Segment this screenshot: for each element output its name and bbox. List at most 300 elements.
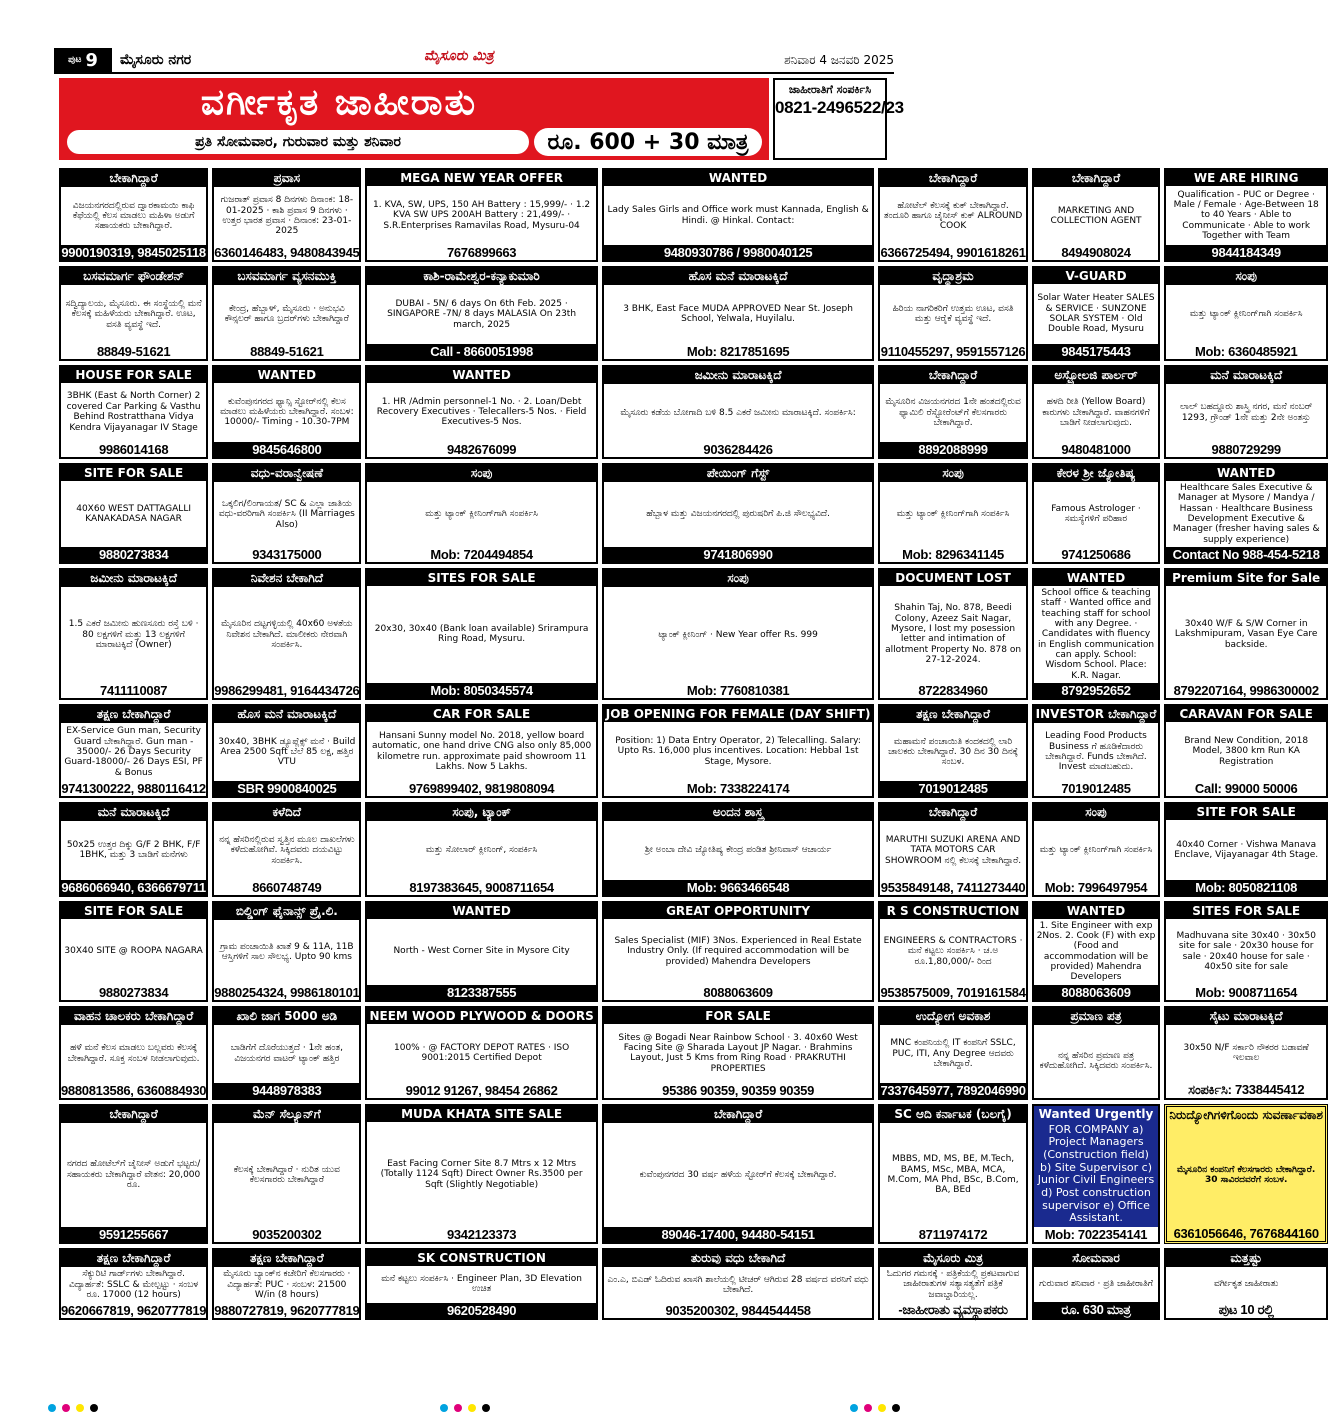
ad-body: ಮತ್ತು ಸೋಲಾರ್ ಕ್ಲೀನಿಂಗ್, ಸಂಪರ್ಕಿಸಿ (425, 845, 538, 856)
top-bar (54, 48, 894, 74)
classified-ad (212, 1006, 361, 1100)
ad-phone: 9986014168 (98, 441, 169, 457)
ad-body: ವಿಜಯನಗರದಲ್ಲಿರುವ ದ್ವಾರಕಾಮಯಿ ಕಾಫಿ ಕೆಫೆಯಲ್ಲಿ ಕೆಲಸ ಮಾಡಲು ಮಹಿಳಾ ಅಡುಗೆ ಸಹಾಯಕರು ಬೇಕಾಗಿದ್ದಾರೆ. (72, 200, 195, 232)
ad-body: Position: 1) Data Entry Operator, 2) Telecalling. Salary: Upto Rs. 16,000 plus incentives. Location: Hebbal 1st Stage, Mysore. (615, 736, 861, 767)
ad-heading: ವಧು-ವರಾನ್ವೇಷಣೆ (214, 465, 359, 482)
ad-phone: Mob: 7338224174 (686, 781, 790, 797)
ad-body: Brand New Condition, 2018 Model, 3800 km Run KA Registration (1184, 736, 1309, 767)
ad-phone: 8792952652 (1034, 683, 1159, 698)
ad-body: MNC ಕಂಪನಿಯಲ್ಲಿ IT ಕಂಪನಿಗೆ SSLC, PUC, ITI, Any Degree ಆದವರು ಬೇಕಾಗಿದ್ದಾರೆ. (890, 1038, 1016, 1069)
classified-ad (602, 168, 875, 262)
ad-heading: ಸಂಪು (367, 465, 595, 482)
ad-phone: ಸಂಪರ್ಕಿಸಿ: 7338445412 (1188, 1081, 1305, 1097)
ad-phone: 9538575009, 7019161584 (880, 984, 1026, 1000)
classified-ad (878, 365, 1027, 459)
classified-ad (602, 463, 875, 564)
ad-heading: WE ARE HIRING (1166, 170, 1326, 186)
print-registration-marks-center (440, 1404, 490, 1412)
ad-heading: ಬೇಕಾಗಿದ್ದಾರೆ (61, 1106, 206, 1123)
classified-ad (1164, 463, 1328, 564)
ad-heading: ಮೆನ್ ಸೆಲ್ಯೂನ್‌ಗೆ (214, 1106, 359, 1123)
ad-phone: 88849-51621 (96, 343, 171, 359)
ad-heading: ಸೈಟು ಮಾರಾಟಕ್ಕಿದೆ (1166, 1008, 1326, 1025)
ad-body: ನನ್ನ ಹೆಸರಿನಲ್ಲಿರುವ ಸ್ವತ್ತಿನ ಮೂಲ ದಾಖಲೆಗಳು ಕಳೆದುಹೋಗಿವೆ. ಸಿಕ್ಕಿದವರು ದಯವಿಟ್ಟು ಸಂಪರ್ಕಿಸಿ. (219, 834, 355, 866)
ad-body: ಮತ್ತು ಟ್ಯಾಂಕ್ ಕ್ಲೀನಿಂಗ್‌ಗಾಗಿ ಸಂಪರ್ಕಿಸಿ (1189, 309, 1303, 320)
classified-ad (602, 365, 875, 459)
classified-ad (1032, 704, 1161, 798)
ad-heading: SITE FOR SALE (61, 465, 206, 481)
ad-heading: WANTED (1166, 465, 1326, 481)
classified-ad (878, 568, 1027, 700)
ad-heading: ಬೇಕಾಗಿದ್ದಾರೆ (1034, 170, 1159, 187)
ad-phone: 8123387555 (367, 985, 595, 1000)
print-registration-marks-left (48, 1404, 98, 1412)
classified-ad (59, 168, 208, 262)
ad-heading: ನಿರುದ್ಯೋಗಿಗಳಿಗೊಂದು ಸುವರ್ಣಾವಕಾಶ (1169, 1107, 1323, 1122)
classified-ad (878, 168, 1027, 262)
ad-heading: WANTED (604, 170, 873, 186)
ad-heading: SITE FOR SALE (1166, 804, 1326, 820)
classified-ad (365, 901, 597, 1002)
ad-heading: ಬೇಕಾಗಿದ್ದಾರೆ (880, 367, 1025, 384)
ad-phone: Mob: 7760810381 (686, 682, 790, 698)
ad-phone: 9110455297, 9591557126 (880, 343, 1026, 359)
issue-date: ಶನಿವಾರ 4 ಜನವರಿ 2025 (784, 52, 894, 67)
classifieds-banner (59, 78, 904, 160)
ad-phone: 6366725494, 9901618261 (880, 245, 1026, 261)
classified-ad (1032, 266, 1161, 360)
ad-heading: FOR SALE (604, 1008, 873, 1024)
classified-ad (602, 704, 875, 798)
ad-body: Leading Food Products Business ಗೆ ಹೂಡಿಕೆದಾರರು ಬೇಕಾಗಿದ್ದಾರೆ. Funds ಬೇಕಾಗಿದೆ. Invest ಮಾಡಬಹುದು. (1045, 731, 1147, 773)
ad-heading: ಪ್ರಮಾಣ ಪತ್ರ (1034, 1008, 1159, 1025)
ad-body: Famous Astrologer · ಸಮಸ್ಯೆಗಳಿಗೆ ಪರಿಹಾರ (1051, 504, 1141, 525)
ad-phone: Mob: 8050345574 (367, 683, 595, 698)
ad-heading: SITE FOR SALE (61, 903, 206, 919)
ad-body: 40x40 Corner · Vishwa Manava Enclave, Vijayanagar 4th Stage. (1174, 839, 1319, 860)
ad-phone: 9448978383 (214, 1083, 359, 1098)
classified-ad (1032, 1104, 1161, 1244)
ad-body: 30x40, 3BHK ಡ್ಯೂಪ್ಲೆಕ್ಸ್ ಮನೆ · Build Area 2500 Sqft ಬೆಲೆ 85 ಲಕ್ಷ, ಹತ್ತಿರ VTU (218, 736, 356, 768)
ad-heading: ನಿವೇಶನ ಬೇಕಾಗಿದೆ (214, 570, 359, 587)
ad-phone: 9480481000 (1061, 441, 1131, 457)
ad-body: 20x30, 30x40 (Bank loan available) Srirampura Ring Road, Mysuru. (374, 624, 589, 645)
ad-phone: Mob: 7022354141 (1034, 1227, 1159, 1242)
classified-ad (59, 365, 208, 459)
ad-heading: ಸಂಪು, ಟ್ಯಾಂಕ್ (367, 804, 595, 821)
ad-body: School office & teaching staff · Wanted office and teaching staff for school with any Degree. · Candidates with fluency in English communication can apply. School: Wisdom School. Place: K.R. Nagar. (1038, 587, 1155, 681)
ad-phone: 99012 91267, 98454 26862 (405, 1082, 558, 1098)
classified-ad (1164, 266, 1328, 360)
ad-body: ಹೋಟೆಲ್ ಕೆಲಸಕ್ಕೆ ಕುಕ್ ಬೇಕಾಗಿದ್ದಾರೆ. ತಂದೂರಿ ಹಾಗೂ ಚೈನೀಸ್ ಕುಕ್ ALROUND COOK (883, 200, 1023, 232)
ad-body: ನನ್ನ ಹೆಸರಿನ ಪ್ರಮಾಣ ಪತ್ರ ಕಳೆದುಹೋಗಿದೆ. ಸಿಕ್ಕಿದವರು ಸಂಪರ್ಕಿಸಿ. (1039, 1050, 1153, 1072)
ad-body: ಹೆಬ್ಬಾಳ ಮತ್ತು ವಿಜಯನಗರದಲ್ಲಿ ಪುರುಷರಿಗೆ ಪಿ.ಜಿ ಸೌಲಭ್ಯವಿದೆ. (646, 509, 830, 520)
classified-ad (365, 168, 597, 262)
ad-body: 30x50 N/F ಸರ್ಕಾರಿ ನೌಕರರ ಬಡಾವಣೆ ಇಲವಾಲ (1183, 1042, 1309, 1064)
ad-phone: 9535849148, 7411273440 (880, 879, 1026, 895)
ad-body: ENGINEERS & CONTRACTORS · ಮನೆ ಕಟ್ಟಲು ಸಂಪರ್ಕಿಸಿ · ಚ.ಅ ರೂ.1,80,000/- ರಿಂದ (883, 936, 1023, 967)
ad-body: ಶ್ರೀ ಅಂಬಾ ದೇವಿ ಜ್ಯೋತಿಷ್ಯ ಕೇಂದ್ರ ಪಂಡಿತ ಶ್ರೀನಿವಾಸ್ ಆಚಾರ್ಯ (644, 845, 832, 856)
classified-ad (59, 802, 208, 896)
classified-ad (365, 1006, 597, 1100)
ad-heading: ಸಂಪು (604, 570, 873, 587)
ad-body: ಬಾಡಿಗೆಗೆ ದೊರೆಯುತ್ತದೆ · 1ನೇ ಹಂತ, ವಿಜಯನಗರ ವಾಟರ್ ಟ್ಯಾಂಕ್ ಹತ್ತಿರ (230, 1043, 343, 1064)
ad-heading: ವಾಹನ ಚಾಲಕರು ಬೇಕಾಗಿದ್ದಾರೆ (61, 1008, 206, 1025)
classified-ad (212, 168, 361, 262)
classified-ad (212, 802, 361, 896)
ad-heading: ಕಾಶಿ-ರಾಮೇಶ್ವರ-ಕನ್ಯಾಕುಮಾರಿ (367, 268, 595, 285)
ad-body: ಮೈಸೂರಿನ ಕಂಪನಿಗೆ ಕೆಲಸಗಾರರು ಬೇಕಾಗಿದ್ದಾರೆ. 30 ಸಾವಿರದವರೆಗೆ ಸಂಬಳ. (1177, 1164, 1316, 1185)
ad-phone: 6360146483, 9480843945 (214, 245, 360, 261)
classified-ad (1164, 802, 1328, 896)
ad-phone: 8088063609 (703, 984, 773, 1000)
contact-phone: 0821-2496522/23 (775, 98, 904, 118)
ad-phone: 95386 90359, 90359 90359 (662, 1082, 815, 1098)
classified-ad (1032, 568, 1161, 700)
ad-heading: HOUSE FOR SALE (61, 367, 206, 383)
classified-ad (878, 1104, 1027, 1244)
ad-phone: 9741250686 (1061, 546, 1131, 562)
classified-ad (1032, 1006, 1161, 1100)
ad-body: Healthcare Sales Executive & Manager at Mysore / Mandya / Hassan · Healthcare Business Development Executive & Manager (fresher having sales & supply experience) (1172, 482, 1320, 545)
ad-phone: 9480930786 / 9980040125 (604, 245, 873, 260)
ad-body: 1. Site Engineer with exp 2Nos. 2. Cook (F) with exp (Food and accommodation will be provided) Mahendra Developers (1036, 920, 1156, 983)
classified-ad (212, 1104, 361, 1244)
classified-ad (1164, 704, 1328, 798)
ad-heading: ಬೇಕಾಗಿದ್ದಾರೆ (880, 170, 1025, 187)
ad-heading: ಮತ್ತಷ್ಟು (1166, 1250, 1326, 1267)
classified-ad (59, 1248, 208, 1320)
classified-ad (1164, 1248, 1328, 1320)
ad-heading: MEGA NEW YEAR OFFER (367, 170, 595, 186)
ad-body: ಗುರುವಾರ ಶನಿವಾರ · ಪ್ರತಿ ಜಾಹೀರಾತಿಗೆ (1039, 1279, 1153, 1290)
masthead: ಮೈಸೂರು ಮಿತ್ರ (424, 48, 494, 64)
ad-heading: ತುರುವು ವಧು ಬೇಕಾಗಿದೆ (604, 1250, 873, 1267)
ad-phone: 9880727819, 9620777819 (214, 1303, 360, 1318)
ad-heading: ತಕ್ಷಣ ಬೇಕಾಗಿದ್ದಾರೆ (61, 1250, 206, 1267)
ad-body: 30x40 W/F & S/W Corner in Lakshmipuram, Vasan Eye Care backside. (1174, 618, 1318, 650)
ad-body: ಓದುಗರ ಗಮನಕ್ಕೆ · ಪತ್ರಿಕೆಯಲ್ಲಿ ಪ್ರಕಟವಾಗುವ ಜಾಹೀರಾತುಗಳ ಸತ್ಯಾಸತ್ಯತೆಗೆ ಪತ್ರಿಕೆ ಜವಾಬ್ದಾರಿಯಲ್ಲ. (886, 1268, 1020, 1300)
ad-heading: R S CONSTRUCTION (880, 903, 1025, 919)
classified-ad (878, 463, 1027, 564)
ad-body: ಕುವೆಂಪುನಗರದ 30 ವರ್ಷ ಹಳೆಯ ಸ್ಟೋರ್‌ಗೆ ಕೆಲಸಕ್ಕೆ ಬೇಕಾಗಿದ್ದಾರೆ. (639, 1169, 837, 1180)
ad-phone: 7337645977, 7892046990 (880, 1082, 1026, 1098)
ad-body: ನಗರದ ಹೋಟೆಲ್‌ಗೆ ಚೈನೀಸ್ ಅಡುಗೆ ಭಟ್ಟರು/ ಸಹಾಯಕರು ಬೇಕಾಗಿದ್ದಾರೆ ವೇತನ: 20,000 ರೂ. (66, 1159, 201, 1191)
ad-heading: CAR FOR SALE (367, 706, 595, 722)
ad-phone: 9620667819, 9620777819 (61, 1303, 207, 1318)
ad-body: ಗ್ರಾಮ ಪಂಚಾಯಿತಿ ಖಾತೆ 9 & 11A, 11B ಆಸ್ತಿಗಳಿಗೆ ಸಾಲ ಸೌಲಭ್ಯ. Upto 90 kms (220, 941, 354, 963)
classified-ad (602, 568, 875, 700)
ad-heading: ಮೈಸೂರು ಮಿತ್ರ (880, 1250, 1025, 1267)
ad-body: ಮತ್ತು ಟ್ಯಾಂಕ್ ಕ್ಲೀನಿಂಗ್‌ಗಾಗಿ ಸಂಪರ್ಕಿಸಿ (425, 509, 538, 520)
classified-ad (365, 568, 597, 700)
ad-phone: Mob: 7204494854 (430, 546, 533, 562)
print-registration-marks-right (850, 1404, 900, 1412)
contact-label: ಜಾಹೀರಾತಿಗೆ ಸಂಪರ್ಕಿಸಿ (788, 83, 872, 96)
ad-phone: 9343175000 (252, 546, 322, 562)
ad-phone: 9880273834 (61, 547, 206, 562)
classified-ad (59, 901, 208, 1002)
ad-heading: INVESTOR ಬೇಕಾಗಿದ್ದಾರೆ (1035, 706, 1157, 721)
classified-ad (602, 901, 875, 1002)
ad-heading: ಸೋಮವಾರ (1034, 1250, 1159, 1267)
ad-body: 50x25 ಉತ್ತರ ದಿಕ್ಕು G/F 2 BHK, F/F 1BHK, ಮತ್ತು 3 ಬಾಡಿಗೆ ಮನೆಗಳು (66, 840, 201, 861)
ad-phone: Call - 8660051998 (367, 344, 595, 359)
ad-phone: 9741300222, 9880116412 (61, 781, 206, 797)
ad-body: Qualification - PUC or Degree · Male / Female · Age-Between 18 to 40 Years · Able to Communicate · Able to work Together with Team (1173, 189, 1319, 242)
ad-body: ಗುಜರಾತ್ ಪ್ರವಾಸ 8 ದಿನಗಳು ದಿನಾಂಕ: 18-01-2025 · ಕಾಶಿ ಪ್ರವಾಸ 9 ದಿನಗಳು · ಉತ್ತರ ಭಾರತ ಪ್ರವಾಸ · ದಿನಾಂಕ: 23-01-2025 (220, 195, 354, 237)
ad-body: ಮನೆ ಕಟ್ಟಲು ಸಂಪರ್ಕಿಸಿ · Engineer Plan, 3D Elevation ಉಚಿತ (381, 1274, 583, 1295)
classified-ad (59, 568, 208, 700)
classified-ad (59, 266, 208, 360)
ad-phone: 8722834960 (918, 682, 988, 698)
classified-ad (878, 1248, 1027, 1320)
ad-phone: 7019012485 (880, 781, 1025, 796)
ad-heading: ಜಮೀನು ಮಾರಾಟಕ್ಕಿದೆ (61, 570, 206, 587)
ad-phone: Mob: 7996497954 (1044, 879, 1148, 895)
ad-heading: Premium Site for Sale (1166, 570, 1326, 586)
classified-ad (212, 266, 361, 360)
classified-ad (602, 1006, 875, 1100)
classified-ad (365, 365, 597, 459)
ad-body: ಮೈಸೂರು ಬ್ಯಾಂಕ್‌ನ ಕಚೇರಿಗೆ ಕೆಲಸಗಾರರು · ವಿದ್ಯಾರ್ಹತೆ: PUC · ಸಂಬಳ: 21500 W/in (8 hours) (223, 1269, 351, 1301)
ad-body: DUBAI - 5N/ 6 days On 6th Feb. 2025 · SINGAPORE -7N/ 8 days MALASIA On 23th march, 2025 (387, 298, 577, 330)
ad-heading: DOCUMENT LOST (880, 570, 1025, 586)
ad-phone: 6361056646, 7676844160 (1173, 1225, 1319, 1241)
ad-phone: 9035200302, 9844544458 (665, 1303, 811, 1318)
ad-phone: 9342123373 (446, 1226, 517, 1242)
classified-ad (212, 568, 361, 700)
classified-ad (365, 802, 597, 896)
ad-phone: 7411110087 (100, 682, 168, 698)
ad-phone: ಪುಟ 10 ರಲ್ಲಿ (1218, 1302, 1274, 1317)
ad-body: ಹಳದಿ ರೀತಿ (Yellow Board) ಕಾರುಗಳು ಬೇಕಾಗಿದ್ದಾರೆ. ವಾಹನಗಳಿಗೆ ಬಾಡಿಗೆ ನೀಡಲಾಗುವುದು. (1042, 397, 1150, 428)
ad-phone: Mob: 9008711654 (1195, 984, 1298, 1000)
ad-heading: ತಕ್ಷಣ ಬೇಕಾಗಿದ್ದಾರೆ (880, 706, 1025, 723)
ad-phone: Contact No 988-454-5218 (1166, 547, 1326, 562)
ad-body: 3BHK (East & North Corner) 2 covered Car Parking & Vasthu Behind Rostratthana Vidya Kendra Vijayanagar IV Stage (66, 391, 201, 433)
ad-phone: 9686066940, 6366679711 (61, 879, 206, 895)
ad-body: ಕುವೆಂಪುನಗರದ ಫ್ಯಾನ್ಸಿ ಸ್ಟೋರ್‌ನಲ್ಲಿ ಕೆಲಸ ಮಾಡಲು ಮಹಿಳೆಯರು ಬೇಕಾಗಿದ್ದಾರೆ. ಸಂಬಳ: 10000/- Timing - 10.30-7PM (220, 396, 354, 428)
ad-body: ಕೇಂದ್ರ, ಹೆಬ್ಬಾಳ್, ಮೈಸೂರು · ಅನುಭವಿ ಕೌನ್ಸಲರ್ ಹಾಗೂ ಬ್ರದರ್‌ಗಳು ಬೇಕಾಗಿದ್ದಾರೆ (224, 304, 349, 325)
ad-phone: 89046-17400, 94480-54151 (604, 1227, 873, 1242)
classified-ad (59, 1006, 208, 1100)
classified-ad (878, 1006, 1027, 1100)
ad-heading: GREAT OPPORTUNITY (604, 903, 873, 919)
ad-heading: SITES FOR SALE (1166, 903, 1326, 919)
ad-body: ಸದ್ವಿದ್ಯಾಲಯ, ಮೈಸೂರು. ಈ ಸಂಸ್ಥೆಯಲ್ಲಿ ಮನೆ ಕೆಲಸಕ್ಕೆ ಮಹಿಳೆಯರು ಬೇಕಾಗಿದ್ದಾರೆ. ಊಟ, ವಸತಿ ವ್ಯವಸ್ಥೆ ಇದೆ. (65, 298, 202, 330)
ad-heading: CARAVAN FOR SALE (1166, 706, 1326, 722)
ad-heading: ವೃದ್ಧಾಶ್ರಮ (880, 268, 1025, 285)
ad-phone: 7019012485 (1061, 781, 1131, 797)
classified-ad (878, 266, 1027, 360)
classified-ad (365, 1104, 597, 1244)
ad-body: EX-Service Gun man, Security Guard ಬೇಕಾಗಿದ್ದಾರೆ. Gun man - 35000/- 26 Days Security Guard-18000/- 26 Days ESI, PF & Bonus (64, 726, 203, 778)
ad-phone: 9036284426 (703, 441, 773, 457)
classified-ad (1032, 1248, 1161, 1320)
ad-phone: Mob: 6360485921 (1194, 343, 1298, 359)
ad-phone: 9482676099 (446, 441, 517, 457)
ad-body: Lady Sales Girls and Office work must Kannada, English & Hindi. @ Hinkal. Contact: (607, 205, 869, 226)
classified-ad (1032, 901, 1161, 1002)
ad-phone: ರೂ. 630 ಮಾತ್ರ (1034, 1302, 1159, 1318)
ad-body: 1. KVA, SW, UPS, 150 AH Battery : 15,999/- · 1.2 KVA SW UPS 200AH Battery : 21,499/- · S.R.Enterprises Ramavilas Road, Mysuru-04 (373, 200, 591, 231)
ad-body: ಎಂ.ಎ, ಬಿಎಡ್ ಓದಿರುವ ಖಾಸಗಿ ಶಾಲೆಯಲ್ಲಿ ಟೀಚರ್ ಆಗಿರುವ 28 ವರ್ಷದ ವರನಿಗೆ ವಧು ಬೇಕಾಗಿದೆ. (607, 1274, 869, 1295)
ad-heading: ಉದ್ಯೋಗ ಅವಕಾಶ (880, 1008, 1025, 1025)
classified-ad (602, 1104, 875, 1244)
ad-phone: 9880254324, 9986180101 (214, 984, 360, 1000)
ad-body: ಕೆಲಸಕ್ಕೆ ಬೇಕಾಗಿದ್ದಾರೆ · ನುರಿತ ಯುವ ಕೆಲಸಗಾರರು ಬೇಕಾಗಿದ್ದಾರೆ (233, 1164, 340, 1185)
classified-ad (1032, 168, 1161, 262)
page-number-badge: ಪುಟ 9 (54, 48, 112, 72)
ad-heading: ಜಮೀನು ಮಾರಾಟಕ್ಕಿದೆ (604, 367, 873, 384)
ad-phone: 9880729299 (1211, 441, 1281, 457)
ad-heading: ಬೇಕಾಗಿದ್ದಾರೆ (604, 1106, 873, 1123)
ad-heading: ಮನೆ ಮಾರಾಟಕ್ಕಿದೆ (61, 804, 206, 821)
banner-title: ವರ್ಗೀಕೃತ ಜಾಹೀರಾತು (200, 82, 478, 123)
ad-body: Shahin Taj, No. 878, Beedi Colony, Azeez Sait Nagar, Mysore, I lost my posession letter and intimation of allotment Property No. 878 on 27-12-2024. (885, 603, 1022, 666)
ad-body: MBBS, MD, MS, BE, M.Tech, BAMS, MSc, MBA, MCA, M.Com, MA Phd, BSc, B.Com, BA, BEd (887, 1154, 1019, 1196)
ad-body: ವರ್ಗೀಕೃತ ಜಾಹೀರಾತು (1214, 1279, 1279, 1290)
ad-body: 30X40 SITE @ ROOPA NAGARA (64, 946, 203, 957)
ad-body: North - West Corner Site in Mysore City (393, 946, 570, 957)
ad-heading: ಅಂದನ ಶಾಸ್ತ್ರ (604, 804, 873, 821)
ad-body: ಟ್ಯಾಂಕ್ ಕ್ಲೀನಿಂಗ್ · New Year offer Rs. 999 (658, 629, 818, 640)
classified-ad (878, 901, 1027, 1002)
ad-phone: 9845646800 (214, 442, 359, 457)
ad-body: FOR COMPANY a) Project Managers (Construction field) b) Site Supervisor c) Junior Civil Engineers d) Post construction supervisor e) Office Assistant. (1037, 1122, 1155, 1225)
ad-heading: ಪ್ರವಾಸ (214, 170, 359, 187)
ad-phone: 9844184349 (1166, 245, 1326, 260)
ad-phone: Mob: 8050821108 (1166, 880, 1326, 895)
ad-body: ಮತ್ತು ಟ್ಯಾಂಕ್ ಕ್ಲೀನಿಂಗ್‌ಗಾಗಿ ಸಂಪರ್ಕಿಸಿ (896, 509, 1010, 520)
ad-heading: ಸಂಪು (880, 465, 1025, 482)
classified-ad (602, 1248, 875, 1320)
ad-heading: WANTED (1034, 903, 1159, 919)
ad-heading: ಕಳೆದಿದೆ (214, 804, 359, 821)
ad-heading: ಹೊಸ ಮನೆ ಮಾರಾಟಕ್ಕಿದೆ (214, 706, 359, 723)
ad-body: ಮೈಸೂರು ಕಡೆಯ ಬೋಗಾದಿ ಬಳಿ 8.5 ಎಕರೆ ಜಮೀನು ಮಾರಾಟಕ್ಕಿದೆ. ಸಂಪರ್ಕಿಸಿ: (620, 407, 856, 418)
ad-body: 100% · @ FACTORY DEPOT RATES · ISO 9001:2015 Certified Depot (394, 1042, 570, 1064)
banner-price: ರೂ. 600 + 30 ಮಾತ್ರ (534, 128, 762, 156)
ad-heading: SK CONSTRUCTION (367, 1250, 595, 1266)
classified-ad (1032, 802, 1161, 896)
ad-heading: Wanted Urgently (1034, 1106, 1159, 1122)
ad-body: MARUTHI SUZUKI ARENA AND TATA MOTORS CAR SHOWROOM ನಲ್ಲಿ ಕೆಲಸಕ್ಕೆ ಬೇಕಾಗಿದ್ದಾರೆ. (885, 834, 1022, 866)
ad-phone: 8088063609 (1034, 985, 1159, 1000)
ad-phone: 8660748749 (252, 879, 322, 895)
ad-heading: ಅಸ್ಟ್ರೋಲಜಿ ಪಾರ್ಲರ್ (1034, 367, 1159, 384)
ad-phone: Mob: 8217851695 (686, 343, 790, 359)
classified-ad (212, 704, 361, 798)
ad-phone: 9741806990 (604, 547, 873, 562)
ad-body: 3 BHK, East Face MUDA APPROVED Near St. Joseph School, Yelwala, Huyilalu. (623, 304, 853, 325)
ad-body: MARKETING AND COLLECTION AGENT (1050, 205, 1142, 227)
ad-phone: 9035200302 (252, 1226, 322, 1242)
ad-body: 1. HR /Admin personnel-1 No. · 2. Loan/Debt Recovery Executives · Telecallers-5 Nos. · Field Executives-5 Nos. (376, 396, 587, 428)
ad-heading: ಸಂಪು (1034, 804, 1159, 821)
classified-ad (1164, 901, 1328, 1002)
ad-body: ಹಿರಿಯ ನಾಗರಿಕರಿಗೆ ಉತ್ತಮ ಊಟ, ವಸತಿ ಮತ್ತು ಆರೈಕೆ ವ್ಯವಸ್ಥೆ ಇದೆ. (892, 304, 1014, 325)
ad-heading: ಮನೆ ಮಾರಾಟಕ್ಕಿದೆ (1166, 367, 1326, 384)
ad-heading: WANTED (214, 367, 359, 383)
ad-body: ಹಳೆ ಮನೆ ಕೆಲಸ ಮಾಡಲು ಬಲ್ಲವರು ಕೆಲಸಕ್ಕೆ ಬೇಕಾಗಿದ್ದಾರೆ. ಸೂಕ್ತ ಸಂಬಳ ನೀಡಲಾಗುವುದು. (67, 1043, 200, 1064)
classified-ad (1032, 463, 1161, 564)
classified-ad (212, 365, 361, 459)
ad-body: East Facing Corner Site 8.7 Mtrs x 12 Mtrs (Totally 1124 Sqft) Direct Owner Rs.3500 per Sqft (Slightly Negotiable) (380, 1158, 583, 1190)
ad-heading: ಖಾಲಿ ಜಾಗ 5000 ಅಡಿ (214, 1008, 359, 1025)
ad-body: Madhuvana site 30x40 · 30x50 site for sale · 20x30 house for sale · 20x40 house for sale · 40x50 site for sale (1176, 930, 1316, 972)
ad-phone: 9845175443 (1034, 344, 1159, 359)
classified-ad (212, 1248, 361, 1320)
ad-phone: 8197383645, 9008711654 (409, 879, 554, 895)
ad-phone: 88849-51621 (250, 343, 324, 359)
ad-body: Sites @ Bogadi Near Rainbow School · 3. 40x60 West Facing Site @ Sharada Layout JP Nagar. · Brahmins Layout, Just 5 Kms from Ring Road · PRAKRUTHI PROPERTIES (618, 1032, 858, 1074)
ad-body: Hansani Sunny model No. 2018, yellow board automatic, one hand drive CNG also only 85,000 kilometre run. approximate paid showroom 11 Lakhs. Now 5 Lakhs. (371, 730, 592, 772)
ads-grid (59, 168, 1323, 1320)
ad-phone: 9986299481, 9164434726 (214, 682, 360, 698)
ad-phone: Mob: 8296341145 (902, 546, 1004, 562)
classified-ad (365, 704, 597, 798)
ad-body: 1.5 ಎಕರೆ ಜಮೀನು ಹುಣಸೂರು ರಸ್ತೆ ಬಳಿ · 80 ಲಕ್ಷಗಳಿಗೆ ಮತ್ತು 13 ಲಕ್ಷಗಳಿಗೆ ಮಾರಾಟಕ್ಕಿದೆ (Owner) (68, 619, 199, 651)
ad-phone: 7676899663 (446, 245, 517, 261)
page-number: 9 (85, 49, 98, 71)
ad-phone: 9880273834 (98, 984, 169, 1000)
classified-ad (365, 266, 597, 360)
ad-heading: SC ಆದಿ ಕರ್ನಾಟಕ (ಬಲಗೈ) (880, 1106, 1025, 1123)
ad-heading: V-GUARD (1034, 268, 1159, 284)
classified-ad (878, 704, 1027, 798)
ad-phone: Mob: 9663466548 (604, 880, 873, 895)
ad-phone: 9769899402, 9819808094 (408, 781, 555, 797)
ad-phone: 9591255667 (61, 1227, 206, 1242)
ad-heading: ಬಿಲ್ಡಿಂಗ್ ಫೈನಾನ್ಸ್ ಪ್ರೈ.ಲಿ. (214, 903, 359, 920)
ad-body: ಮತ್ತು ಟ್ಯಾಂಕ್ ಕ್ಲೀನಿಂಗ್‌ಗಾಗಿ ಸಂಪರ್ಕಿಸಿ (1039, 845, 1153, 856)
ad-heading: ಕೇರಳ ಶ್ರೀ ಜ್ಯೋತಿಷ್ಯ (1034, 465, 1159, 482)
ad-heading: WANTED (367, 903, 595, 919)
city-section: ಮೈಸೂರು ನಗರ (120, 52, 192, 68)
ad-body: ಮಹಾಮನೆ ಪಂಚಾಯಿತಿ ಕಂದಕದಲ್ಲಿ ಲಾರಿ ಚಾಲಕರು ಬೇಕಾಗಿದ್ದಾರೆ. 30 ದಿನ 30 ದಿನಕ್ಕೆ ಸಂಬಳ. (888, 736, 1019, 768)
ad-heading: WANTED (1034, 570, 1159, 586)
ad-body: Sales Specialist (MIF) 3Nos. Experienced in Real Estate Industry Only. (If required accommodation will be provided) Mahendra Developers (614, 936, 862, 967)
ad-phone: Call: 99000 50006 (1194, 781, 1298, 797)
ad-phone: 8792207164, 9986300002 (1173, 682, 1319, 698)
ad-phone: 8711974172 (918, 1226, 988, 1242)
ad-heading: MUDA KHATA SITE SALE (367, 1106, 595, 1122)
ad-phone: -ಜಾಹೀರಾತು ವ್ಯವಸ್ಥಾಪಕರು (898, 1302, 1008, 1317)
classified-ad (212, 901, 361, 1002)
classified-ad (365, 463, 597, 564)
ad-phone: 8892088999 (880, 442, 1025, 457)
ad-phone: 9900190319, 9845025118 (61, 245, 206, 261)
ad-phone: 9880813586, 6360884930 (61, 1082, 207, 1098)
ad-phone: 8494908024 (1061, 245, 1131, 261)
classified-ad (59, 704, 208, 798)
classified-ad (59, 1104, 208, 1244)
classified-ad (365, 1248, 597, 1320)
ad-body: ಲಾಲ್ ಬಹದ್ದೂರು ಶಾಸ್ತ್ರಿ ನಗರ, ಮನೆ ನಂಬರ್ 1293, ಗ್ರೌಂಡ್ 1ನೇ ಮತ್ತು 2ನೇ ಅಂತಸ್ತು (1179, 402, 1313, 423)
ad-body: ಮೈಸೂರಿನ ದಟ್ಟಗಳ್ಳಿಯಲ್ಲಿ 40x60 ಅಳತೆಯ ನಿವೇಶನ ಬೇಕಾಗಿದೆ. ಮಾಲೀಕರು ನೇರವಾಗಿ ಸಂಪರ್ಕಿಸಿ. (221, 619, 353, 651)
ad-heading: SITES FOR SALE (367, 570, 595, 586)
ad-heading: ಬೇಕಾಗಿದ್ದಾರೆ (61, 170, 206, 187)
ad-heading: JOB OPENING FOR FEMALE (DAY SHIFT) (605, 706, 871, 721)
ad-body: ಒಕ್ಕಲಿಗ/ಲಿಂಗಾಯತ/ SC & ಎಲ್ಲಾ ಜಾತಿಯ ವಧು-ವರರಿಗಾಗಿ ಸಂಪರ್ಕಿಸಿ (II Marriages Also) (218, 498, 355, 530)
ad-heading: NEEM WOOD PLYWOOD & DOORS (369, 1008, 594, 1023)
ad-body: 40X60 WEST DATTAGALLI KANAKADASA NAGAR (76, 503, 191, 524)
banner-red-panel (59, 78, 769, 160)
ad-heading: ಬೇಕಾಗಿದ್ದಾರೆ (880, 804, 1025, 821)
classified-ad (1164, 365, 1328, 459)
